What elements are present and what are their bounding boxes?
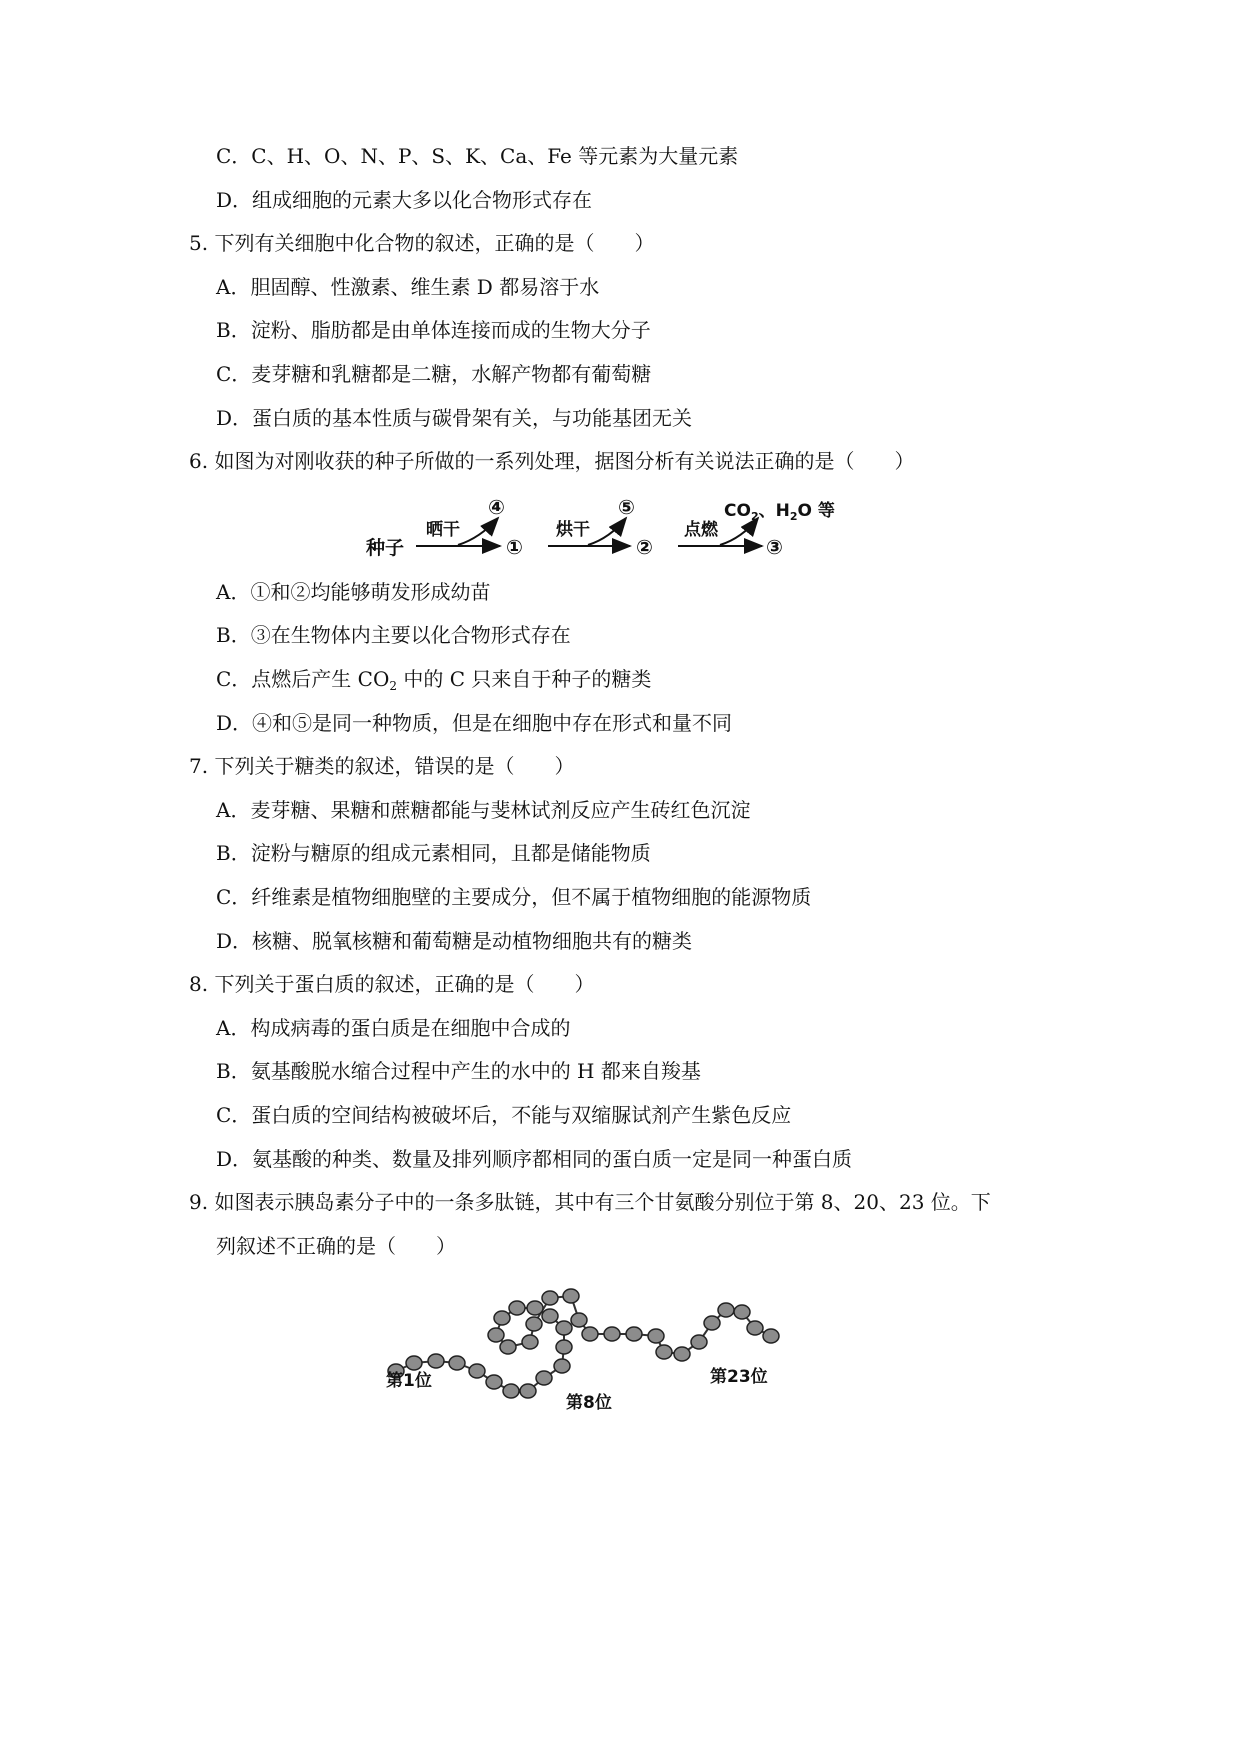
- q8-option-a: A．构成病毒的蛋白质是在细胞中合成的: [216, 1016, 571, 1040]
- branch-arrow-2: [588, 518, 626, 545]
- q5-option-d: D．蛋白质的基本性质与碳骨架有关，与功能基团无关: [216, 406, 693, 430]
- label-position-8: 第8位: [566, 1393, 612, 1413]
- branch-arrow-1: [458, 518, 498, 545]
- amino-acid-bead: [626, 1327, 642, 1341]
- q7-option-d: D．核糖、脱氧核糖和葡萄糖是动植物细胞共有的糖类: [216, 929, 693, 953]
- amino-acid-bead: [486, 1375, 502, 1389]
- product-5: ⑤: [618, 495, 635, 519]
- question-5: 5. 下列有关细胞中化合物的叙述，正确的是（ ）: [189, 231, 655, 255]
- q4-option-c: C．C、H、O、N、P、S、K、Ca、Fe 等元素为大量元素: [216, 144, 739, 168]
- amino-acid-bead: [500, 1340, 516, 1354]
- q8-option-b: B．氨基酸脱水缩合过程中产生的水中的 H 都来自羧基: [216, 1059, 701, 1083]
- q5-option-c: C．麦芽糖和乳糖都是二糖，水解产物都有葡萄糖: [216, 362, 652, 386]
- question-8: 8. 下列关于蛋白质的叙述，正确的是（ ）: [189, 972, 595, 996]
- q6-option-a: A．①和②均能够萌发形成幼苗: [216, 580, 491, 604]
- amino-acid-bead: [691, 1335, 707, 1349]
- amino-acid-bead: [526, 1317, 542, 1331]
- amino-acid-bead: [520, 1384, 536, 1398]
- amino-acid-bead: [509, 1301, 525, 1315]
- question-7: 7. 下列关于糖类的叙述，错误的是（ ）: [189, 754, 575, 778]
- product-3: ③: [766, 535, 783, 559]
- amino-acid-bead: [554, 1359, 570, 1373]
- q6-option-c: C．点燃后产生 $CO_2$ 中的 C 只来自于种子的糖类: [216, 667, 652, 693]
- amino-acid-bead: [556, 1340, 572, 1354]
- amino-acid-bead: [656, 1345, 672, 1359]
- label-position-23: 第23位: [710, 1367, 768, 1387]
- amino-acid-bead: [747, 1321, 763, 1335]
- amino-acid-bead: [604, 1327, 620, 1341]
- amino-acid-bead: [556, 1321, 572, 1335]
- seed-treatment-diagram: [360, 488, 900, 570]
- product-2: ②: [636, 535, 653, 559]
- q7-option-a: A．麦芽糖、果糖和蔗糖都能与斐林试剂反应产生砖红色沉淀: [216, 798, 751, 822]
- amino-acid-bead: [428, 1354, 444, 1368]
- amino-acid-bead: [449, 1356, 465, 1370]
- amino-acid-bead: [674, 1347, 690, 1361]
- q5-option-b: B．淀粉、脂肪都是由单体连接而成的生物大分子: [216, 318, 651, 342]
- amino-acid-bead: [563, 1289, 579, 1303]
- gas-products-label: $CO_2$、$H_2O$ 等: [724, 501, 835, 523]
- amino-acid-bead: [704, 1316, 720, 1330]
- amino-acid-bead: [582, 1327, 598, 1341]
- amino-acid-bead: [406, 1356, 422, 1370]
- amino-acid-bead: [542, 1291, 558, 1305]
- q7-option-b: B．淀粉与糖原的组成元素相同，且都是储能物质: [216, 841, 651, 865]
- product-4: ④: [488, 495, 505, 519]
- amino-acid-bead: [648, 1329, 664, 1343]
- seed-label: 种子: [366, 537, 405, 559]
- dry-sun-label: 晒干: [426, 520, 460, 540]
- q6-option-b: B．③在生物体内主要以化合物形式存在: [216, 623, 571, 647]
- q5-option-a: A．胆固醇、性激素、维生素 D 都易溶于水: [216, 275, 600, 299]
- product-1: ①: [506, 535, 523, 559]
- amino-acid-bead: [536, 1371, 552, 1385]
- question-9-cont: 列叙述不正确的是（ ）: [216, 1234, 456, 1258]
- amino-acid-bead: [734, 1305, 750, 1319]
- amino-acid-bead: [469, 1364, 485, 1378]
- amino-acid-bead: [718, 1303, 734, 1317]
- amino-acid-bead: [488, 1328, 504, 1342]
- q8-option-d: D．氨基酸的种类、数量及排列顺序都相同的蛋白质一定是同一种蛋白质: [216, 1147, 853, 1171]
- question-9: 9. 如图表示胰岛素分子中的一条多肽链，其中有三个甘氨酸分别位于第 8、20、23 位。下: [189, 1190, 991, 1214]
- amino-acid-bead: [494, 1311, 510, 1325]
- polypeptide-chain-diagram: [380, 1280, 860, 1418]
- amino-acid-bead: [522, 1335, 538, 1349]
- amino-acid-bead: [763, 1329, 779, 1343]
- ignite-label: 点燃: [684, 520, 718, 540]
- q4-option-d: D．组成细胞的元素大多以化合物形式存在: [216, 188, 593, 212]
- amino-acid-bead: [542, 1309, 558, 1323]
- q7-option-c: C．纤维素是植物细胞壁的主要成分，但不属于植物细胞的能源物质: [216, 885, 812, 909]
- label-position-1: 第1位: [386, 1371, 432, 1391]
- amino-acid-bead: [527, 1301, 543, 1315]
- question-6: 6. 如图为对刚收获的种子所做的一系列处理，据图分析有关说法正确的是（ ）: [189, 449, 915, 473]
- q8-option-c: C．蛋白质的空间结构被破坏后，不能与双缩脲试剂产生紫色反应: [216, 1103, 792, 1127]
- amino-acid-bead: [503, 1384, 519, 1398]
- dry-oven-label: 烘干: [556, 520, 590, 540]
- amino-acid-bead: [571, 1313, 587, 1327]
- q6-option-d: D．④和⑤是同一种物质，但是在细胞中存在形式和量不同: [216, 711, 733, 735]
